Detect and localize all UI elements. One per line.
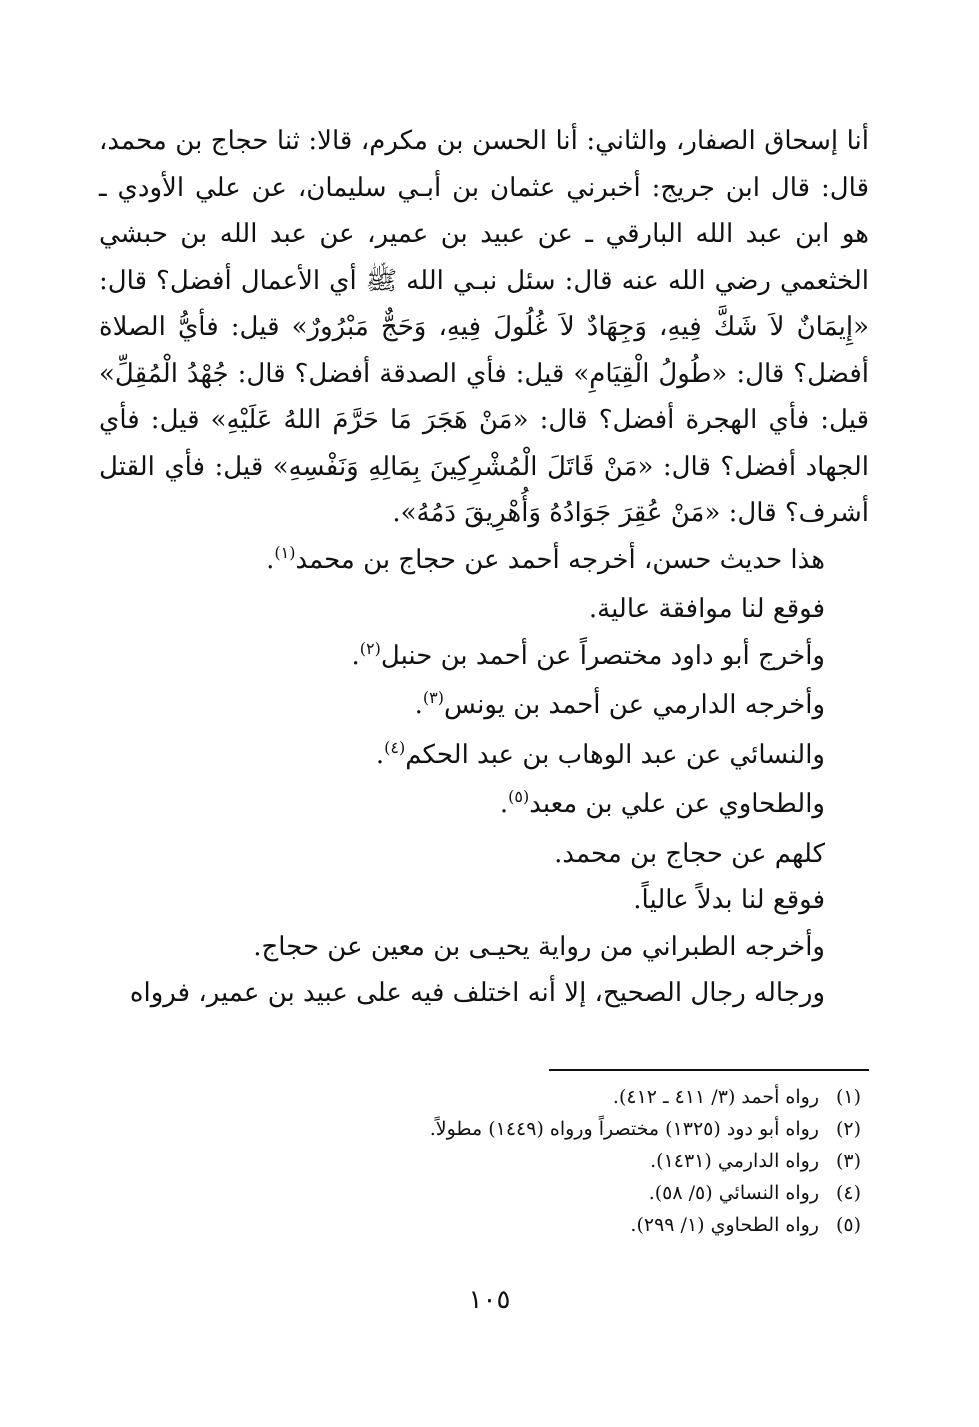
commentary-text: وأخرجه الطبراني من رواية يحيـى بن معين عن حجاج. [253, 931, 825, 962]
footnotes [99, 1081, 869, 1241]
footnote-number: (٢) [835, 1118, 861, 1140]
line-end: . [351, 640, 360, 671]
footnote-text: رواه الطحاوي (١/ ٢٩٩). [630, 1214, 819, 1236]
commentary-text: فوقع لنا موافقة عالية. [588, 594, 825, 624]
footnote-4 [99, 1177, 869, 1209]
commentary-text: ورجاله رجال الصحيح، إلا أنه اختلف فيه على عبيد بن عمير، فرواه [129, 978, 825, 1008]
footnote-5 [99, 1209, 869, 1241]
footnote-text: رواه أبو دود (١٣٢٥) مختصراً ورواه (١٤٤٩) مطولاً. [429, 1118, 819, 1140]
footnote-number: (٥) [835, 1214, 861, 1236]
commentary-text: فوقع لنا بدلاً عالياً. [633, 885, 825, 915]
commentary-line-6 [99, 781, 869, 831]
page-number: ١٠٥ [468, 1285, 511, 1315]
footnote-text: رواه أحمد (٣/ ٤١١ ـ ٤١٢). [612, 1086, 819, 1108]
footnote-number: (٣) [835, 1150, 861, 1172]
main-text [99, 118, 869, 1017]
footnote-ref-5[interactable]: (٥) [508, 787, 530, 806]
line-end: . [414, 690, 423, 720]
footnote-1 [99, 1081, 869, 1113]
commentary-line-7 [99, 831, 869, 878]
footnote-text: رواه النسائي (٥/ ٥٨). [648, 1182, 819, 1204]
footnote-number: (٤) [835, 1182, 861, 1204]
hadith-paragraph: أنا إسحاق الصفار، والثاني: أنا الحسن بن مكرم، قالا: ثنا حجاج بن محمد، قال: قال ابن جريج: أخبرني عثمان بن أبـي سليمان، عن علي الأودي ـ هو ابن عبد الله البارقي ـ عن عبيد بن عمير، عن عبد الله بن حبشي الخثعمي رضي الله عنه قال: سئل نبـي الله ﷺ أي الأعمال أفضل؟ قال: «إِيمَانٌ لاَ شَكَّ فِيهِ، وَجِهَادٌ لاَ غُلُولَ فِيهِ، وَحَجٌّ مَبْرُورٌ» قيل: فأيُّ الصلاة أفضل؟ قال: «طُولُ الْقِيَامِ» قيل: فأي الصدقة أفضل؟ قال: جُهْدُ الْمُقِلِّ» قيل: فأي الهجرة أفضل؟ قال: «مَنْ هَجَرَ مَا حَرَّمَ اللهُ عَلَيْهِ» قيل: فأي الجهاد أفضل؟ قال: «مَنْ قَاتَلَ الْمُشْرِكِينَ بِمَالِهِ وَنَفْسِهِ» قيل: فأي القتل أشرف؟ قال: «مَنْ عُقِرَ جَوَادُهُ وَأُهْرِيقَ دَمُهُ». [99, 126, 869, 528]
commentary-text: وأخرجه الدارمي عن أحمد بن يونس [443, 690, 825, 720]
commentary-line-10 [99, 970, 869, 1017]
footnote-text: رواه الدارمي (١٤٣١). [650, 1150, 819, 1172]
footnote-2 [99, 1113, 869, 1145]
commentary-text: والنسائي عن عبد الوهاب بن عبد الحكم [405, 739, 825, 770]
commentary-line-9 [99, 924, 869, 971]
footnote-3 [99, 1145, 869, 1177]
footnote-ref-3[interactable]: (٣) [422, 688, 444, 707]
commentary-text: هذا حديث حسن، أخرجه أحمد عن حجاج بن محمد [295, 544, 825, 575]
commentary-text: وأخرج أبو داود مختصراً عن أحمد بن حنبل [380, 640, 825, 671]
line-end: . [266, 544, 275, 575]
commentary-text: كلهم عن حجاج بن محمد. [554, 838, 825, 869]
commentary-line-2 [99, 586, 869, 633]
footnote-number: (١) [835, 1086, 861, 1108]
footnote-ref-2[interactable]: (٢) [359, 638, 381, 658]
commentary-line-1 [99, 537, 869, 587]
commentary-line-5 [99, 732, 869, 782]
line-end: . [499, 789, 509, 819]
footnote-ref-1[interactable]: (١) [274, 542, 296, 562]
commentary-line-8 [99, 877, 869, 924]
commentary-line-4 [99, 682, 869, 732]
footnote-ref-4[interactable]: (٤) [384, 737, 406, 757]
line-end: . [375, 739, 385, 770]
footnote-divider [549, 1069, 869, 1071]
commentary-text: والطحاوي عن علي بن معبد [529, 789, 825, 819]
commentary-line-3 [99, 633, 869, 683]
